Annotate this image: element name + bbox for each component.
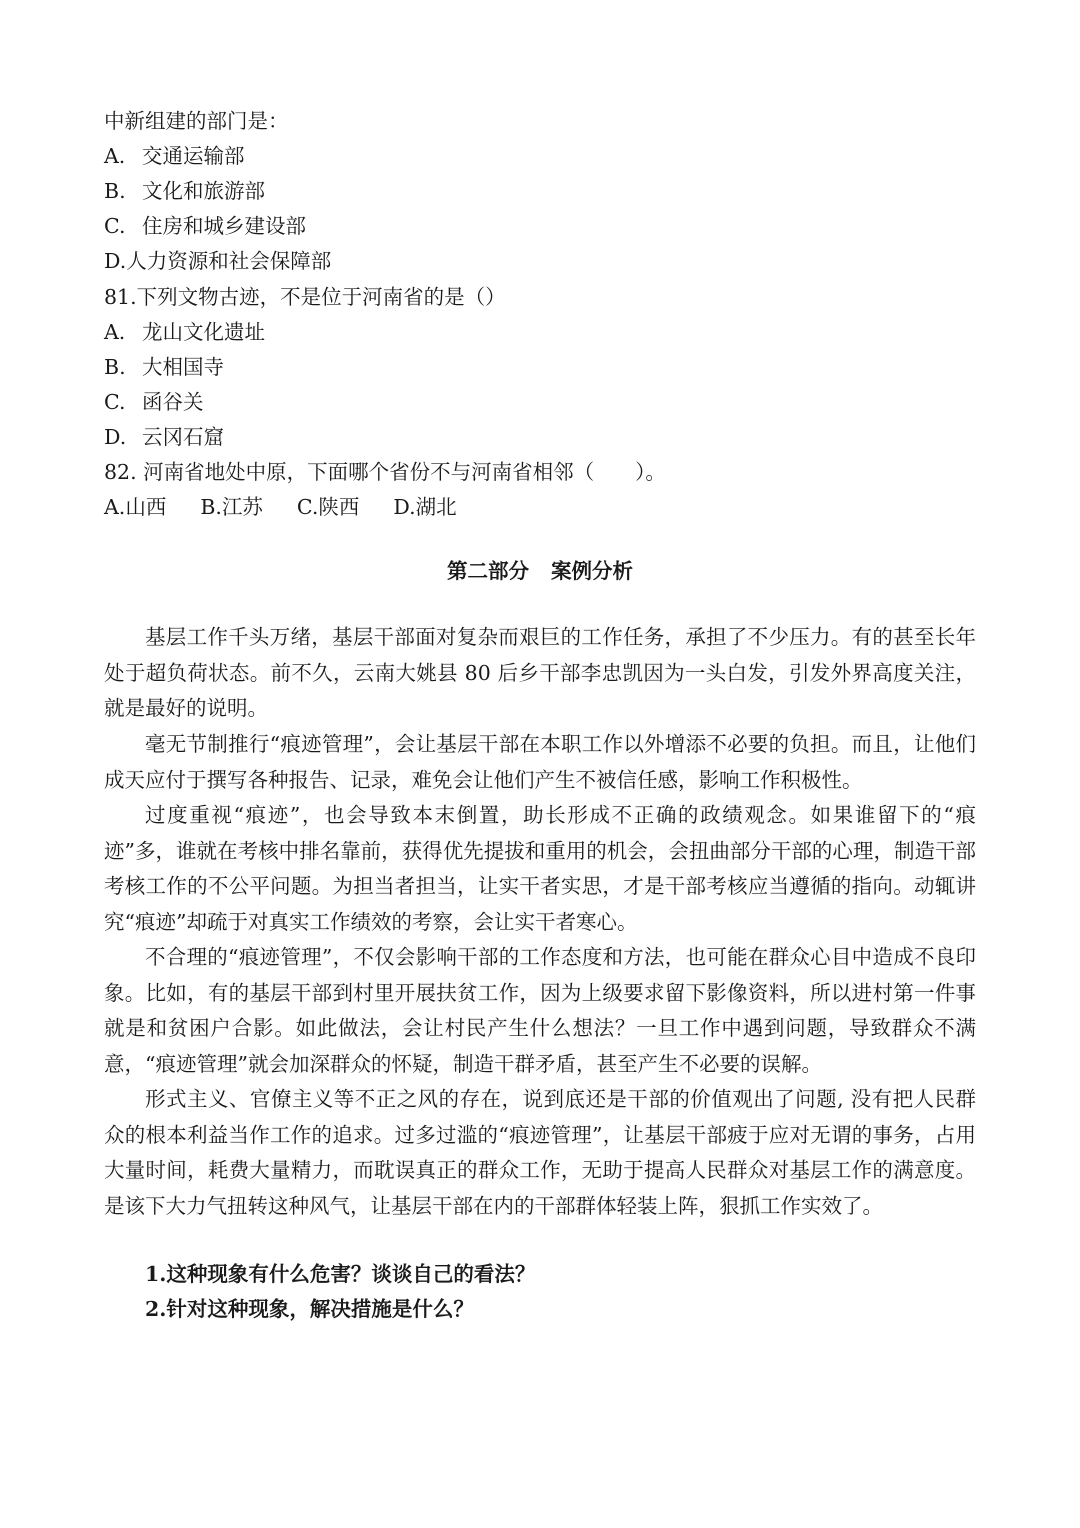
case-paragraph-2: 毫无节制推行“痕迹管理”，会让基层干部在本职工作以外增添不必要的负担。而且，让他们成天应付于撰写各种报告、记录，难免会让他们产生不被信任感，影响工作积极性。: [104, 732, 976, 792]
section-title-part: 第二部分: [447, 559, 529, 583]
section-title: [0, 556, 1080, 586]
q80-option-d: D.人力资源和社会保障部: [104, 249, 332, 273]
option-text: 函谷关: [142, 390, 204, 414]
option-letter: A.: [104, 144, 126, 168]
q80-option-b: [104, 176, 265, 206]
section-title-name: 案例分析: [551, 559, 633, 583]
option-letter: B.: [104, 179, 126, 203]
option-letter: C.: [104, 214, 126, 238]
q81-option-a: [104, 317, 265, 347]
q80-option-c: [104, 211, 306, 241]
q81-stem: 81.下列文物古迹，不是位于河南省的是（）: [104, 285, 506, 309]
option-text: 住房和城乡建设部: [142, 214, 306, 238]
q81-option-d: [104, 422, 224, 452]
case-question-1: 1.这种现象有什么危害？谈谈自己的看法？: [145, 1262, 536, 1286]
case-paragraph-1: 基层工作千头万绪，基层干部面对复杂而艰巨的工作任务，承担了不少压力。有的甚至长年处于超负荷状态。前不久，云南大姚县 80 后乡干部李忠凯因为一头白发，引发外界高度关注，就是最好的说明。: [104, 625, 976, 720]
q82-option-a: A.山西: [104, 495, 167, 519]
option-letter: A.: [104, 320, 126, 344]
option-text: 文化和旅游部: [142, 179, 265, 203]
case-paragraph-4: 不合理的“痕迹管理”，不仅会影响干部的工作态度和方法，也可能在群众心目中造成不良印象。比如，有的基层干部到村里开展扶贫工作，因为上级要求留下影像资料，所以进村第一件事就是和贫困户合影。如此做法，会让村民产生什么想法？一旦工作中遇到问题，导致群众不满意，“痕迹管理”就会加深群众的怀疑，制造干群矛盾，甚至产生不必要的误解。: [104, 945, 976, 1076]
option-text: 龙山文化遗址: [142, 320, 265, 344]
case-paragraph-3: 过度重视“痕迹”，也会导致本末倒置，助长形成不正确的政绩观念。如果谁留下的“痕迹”多，谁就在考核中排名靠前，获得优先提拔和重用的机会，会扭曲部分干部的心理，制造干部考核工作的不公平问题。为担当者担当，让实干者实思，才是干部考核应当遵循的指向。动辄讲究“痕迹”却疏于对真实工作绩效的考察，会让实干者寒心。: [104, 803, 976, 934]
q82-option-c: C.陕西: [296, 495, 360, 519]
q80-option-a: [104, 141, 245, 171]
q81-option-c: [104, 387, 204, 417]
option-letter: B.: [104, 355, 126, 379]
q81-option-b: [104, 352, 224, 382]
option-text: 大相国寺: [142, 355, 224, 379]
q82-option-b: B.江苏: [200, 495, 263, 519]
case-question-2: 2.针对这种现象，解决措施是什么？: [145, 1297, 474, 1321]
option-letter: D.: [104, 425, 127, 449]
option-letter: C.: [104, 390, 126, 414]
option-text: 云冈石窟: [142, 425, 224, 449]
case-paragraph-5: 形式主义、官僚主义等不正之风的存在，说到底还是干部的价值观出了问题, 没有把人民群众的根本利益当作工作的追求。过多过滥的“痕迹管理”，让基层干部疲于应对无谓的事务，占用大量时间，耗费大量精力，而耽误真正的群众工作，无助于提高人民群众对基层工作的满意度。是该下大力气扭转这种风气，让基层干部在内的干部群体轻装上阵，狠抓工作实效了。: [104, 1087, 976, 1218]
q82-options: [104, 492, 491, 522]
option-text: 交通运输部: [142, 144, 245, 168]
q82-stem: 82. 河南省地处中原，下面哪个省份不与河南省相邻（ ）。: [104, 460, 666, 484]
q82-option-d: D.湖北: [393, 495, 457, 519]
q80-stem-tail: 中新组建的部门是：: [104, 109, 289, 133]
